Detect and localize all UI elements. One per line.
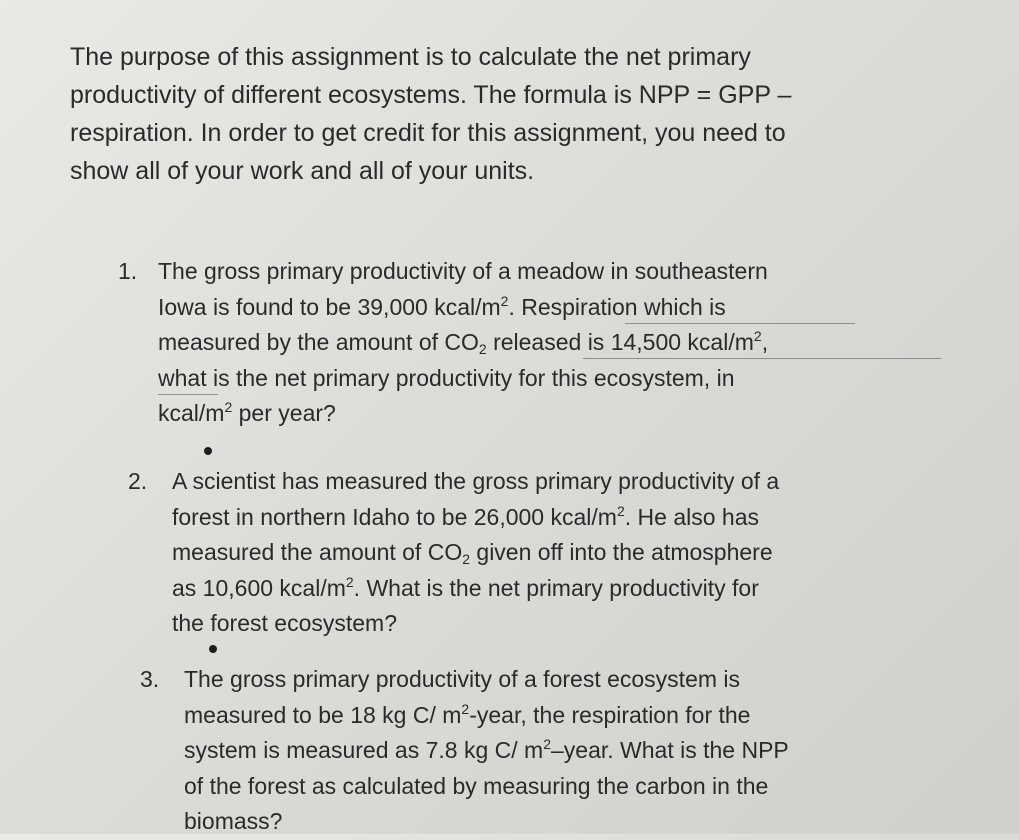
question-line: forest in northern Idaho to be 26,000 kcal/$m^2$. He also has [172,502,759,530]
question-number: 3. [140,666,160,692]
intro-line: The purpose of this assignment is to calculate the net primary [70,43,751,71]
question-1 [118,254,938,432]
pencil-underline [158,394,218,395]
question-number: 1. [118,258,138,284]
pencil-underline [583,358,941,359]
question-line: The gross primary productivity of a forest ecosystem is [184,666,741,692]
question-line: measured to be 18 kg C/ $m^2$-year, the respiration for the [184,700,751,728]
question-3 [140,662,940,840]
question-line: measured the amount of $CO_2$ given off into the atmosphere [172,539,773,567]
question-line: biomass? [184,808,283,834]
question-2 [128,464,938,642]
question-line: measured by the amount of $CO_2$ released is 14,500 kcal/$m^2$, [158,328,769,357]
question-line: the forest ecosystem? [172,610,397,636]
question-line: A scientist has measured the gross primary productivity of a [172,468,780,494]
answer-bullet [209,645,217,653]
question-line: system is measured as 7.8 kg C/ $m^2$–year. What is the NPP [184,736,789,763]
question-line: Iowa is found to be 39,000 kcal/$m^2$. Respiration which is [158,292,726,320]
question-line: The gross primary productivity of a meadow in southeastern [158,258,768,284]
intro-line: show all of your work and all of your units. [70,157,535,185]
question-line: of the forest as calculated by measuring the carbon in the [184,772,769,799]
pencil-underline [625,323,855,324]
intro-paragraph [70,38,970,190]
intro-line: productivity of different ecosystems. The formula is NPP = GPP – [70,81,792,109]
question-line: what is the net primary productivity for this ecosystem, in [158,364,735,391]
question-line: as 10,600 kcal/$m^2$. What is the net primary productivity for [172,573,759,601]
answer-bullet [204,447,212,455]
intro-line: respiration. In order to get credit for this assignment, you need to [70,119,786,147]
question-line: kcal/$m^2$ per year? [158,399,336,426]
question-number: 2. [128,468,148,494]
